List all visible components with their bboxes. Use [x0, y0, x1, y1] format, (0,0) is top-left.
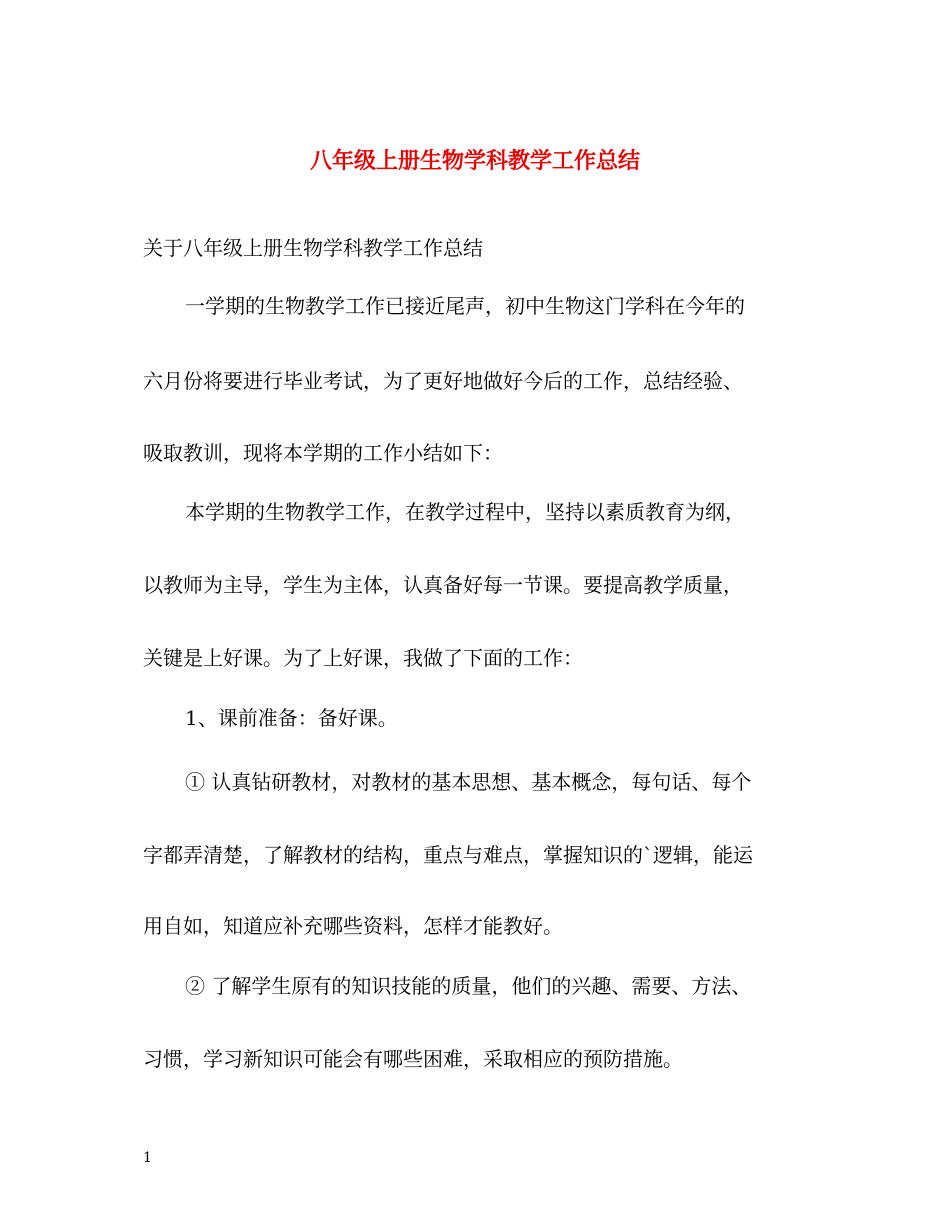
page-number: 1: [143, 1150, 152, 1166]
paragraph-line: 六月份将要进行毕业考试，为了更好地做好今后的工作，总结经验、: [143, 369, 743, 393]
paragraph-line: 吸取教训，现将本学期的工作小结如下：: [143, 441, 503, 465]
paragraph-line: 习惯，学习新知识可能会有哪些困难，采取相应的预防措施。: [143, 1047, 683, 1071]
paragraph-line: 关键是上好课。为了上好课，我做了下面的工作：: [143, 646, 583, 670]
paragraph-line: 字都弄清楚，了解教材的结构，重点与难点，掌握知识的`逻辑，能运: [143, 843, 753, 867]
paragraph-line: 一学期的生物教学工作已接近尾声，初中生物这门学科在今年的: [185, 294, 745, 318]
paragraph-line: ② 了解学生原有的知识技能的质量，他们的兴趣、需要、方法、: [185, 974, 752, 998]
paragraph-line: ① 认真钻研教材，对教材的基本思想、基本概念，每句话、每个: [185, 770, 752, 794]
document-title: 八年级上册生物学科教学工作总结: [309, 148, 640, 174]
list-item-heading: 1、课前准备：备好课。: [185, 706, 398, 730]
subtitle-line: 关于八年级上册生物学科教学工作总结: [143, 236, 483, 260]
paragraph-line: 用自如，知道应补充哪些资料，怎样才能教好。: [143, 914, 563, 938]
paragraph-line: 本学期的生物教学工作，在教学过程中，坚持以素质教育为纲，: [185, 500, 745, 524]
paragraph-line: 以教师为主导，学生为主体，认真备好每一节课。要提高教学质量，: [143, 573, 743, 597]
